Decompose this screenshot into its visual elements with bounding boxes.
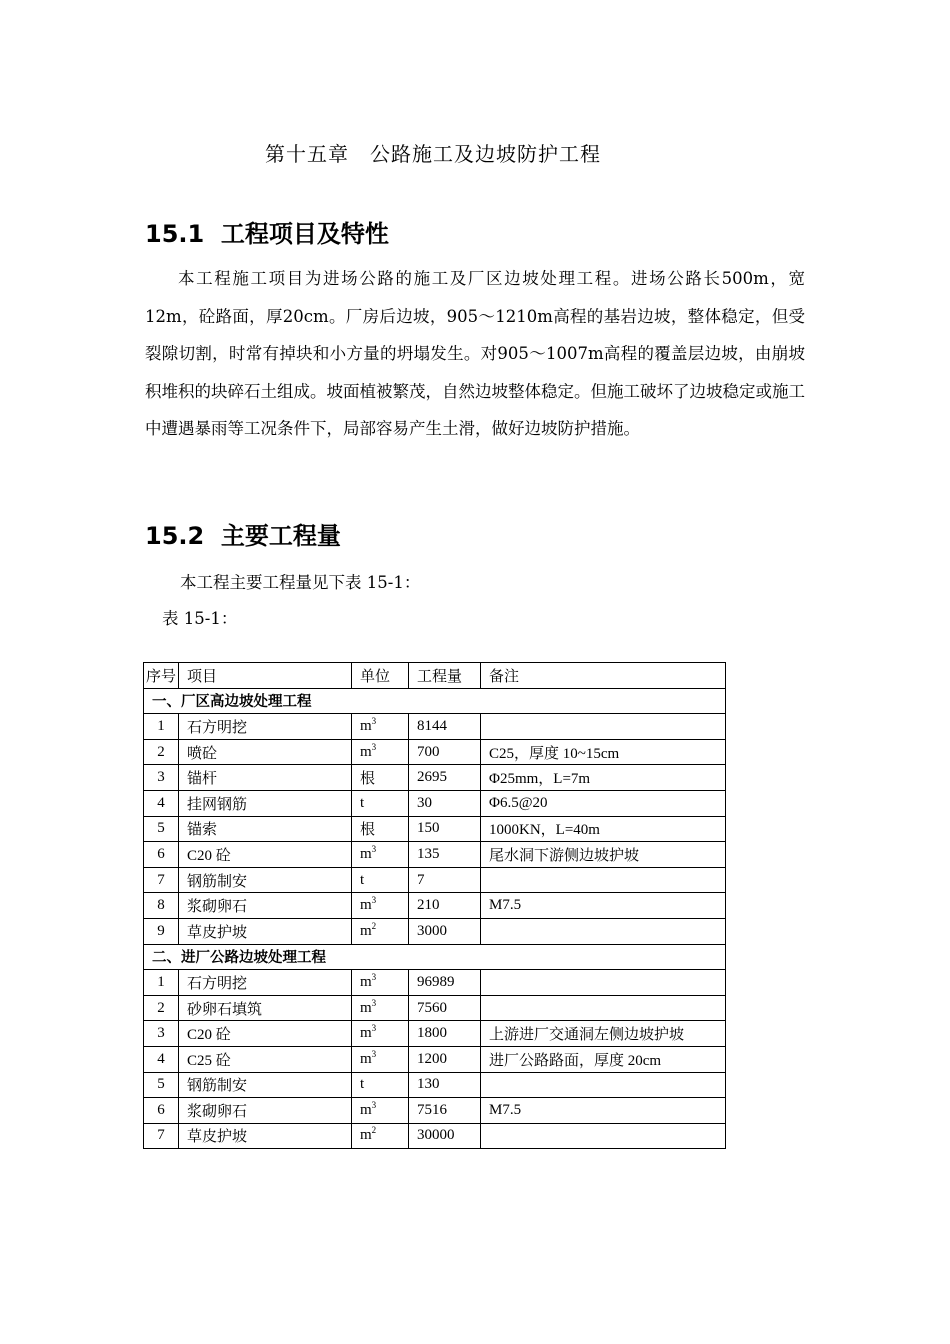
cell-quantity: 1200 (409, 1046, 481, 1072)
section-heading-15-1: 15.1 工程项目及特性 (145, 220, 389, 248)
cell-unit (352, 1021, 409, 1047)
cell-note: 1000KN，L=40m (481, 816, 726, 842)
unit-text: m (360, 999, 372, 1016)
cell-unit (352, 918, 409, 944)
cell-unit (352, 1072, 409, 1098)
header-item: 项目 (179, 663, 352, 689)
cell-note: M7.5 (481, 1098, 726, 1124)
unit-text: m (360, 1050, 372, 1067)
cell-note (481, 918, 726, 944)
cell-quantity: 130 (409, 1072, 481, 1098)
cell-item: 石方明挖 (179, 970, 352, 996)
unit-superscript: 3 (371, 1023, 377, 1034)
cell-note (481, 714, 726, 740)
table-row (144, 816, 726, 842)
cell-unit (352, 790, 409, 816)
cell-item: 锚索 (179, 816, 352, 842)
cell-unit (352, 867, 409, 893)
cell-seq: 7 (144, 867, 179, 893)
table-section-row (144, 688, 726, 714)
unit-superscript: 3 (371, 971, 377, 982)
cell-item: 锚杆 (179, 765, 352, 791)
cell-note: 进厂公路路面，厚度 20cm (481, 1046, 726, 1072)
cell-item: C20 砼 (179, 842, 352, 868)
unit-superscript: 2 (371, 1125, 377, 1136)
table-row (144, 1072, 726, 1098)
cell-seq: 9 (144, 918, 179, 944)
cell-item: 挂网钢筋 (179, 790, 352, 816)
header-unit: 单位 (352, 663, 409, 689)
table-row (144, 790, 726, 816)
cell-item: 钢筋制安 (179, 867, 352, 893)
cell-seq: 3 (144, 1021, 179, 1047)
unit-text: m (360, 897, 372, 914)
unit-text: m (360, 717, 372, 734)
table-intro-text: 本工程主要工程量见下表 15-1： (180, 573, 421, 592)
unit-superscript: 3 (371, 741, 377, 752)
cell-quantity: 210 (409, 893, 481, 919)
table-header-row (144, 663, 726, 689)
cell-item: 草皮护坡 (179, 918, 352, 944)
unit-text: t (360, 794, 365, 811)
table-row (144, 842, 726, 868)
header-seq: 序号 (144, 663, 179, 689)
cell-item: 砂卵石填筑 (179, 995, 352, 1021)
table-row (144, 765, 726, 791)
unit-text: m (360, 743, 372, 760)
section-paragraph: 本工程施工项目为进场公路的施工及厂区边坡处理工程。进场公路长500m，宽12m，砼路面，厚20cm。厂房后边坡，905～1210m高程的基岩边坡，整体稳定，但受裂隙切割，时常有掉块和小方量的坍塌发生。对905～1007m高程的覆盖层边坡，由崩坡积堆积的块碎石土组成。坡面植被繁茂，自然边坡整体稳定。但施工破坏了边坡稳定或施工中遭遇暴雨等工况条件下，局部容易产生土滑，做好边坡防护措施。 (145, 269, 805, 439)
cell-quantity: 1800 (409, 1021, 481, 1047)
cell-item: 浆砌卵石 (179, 1098, 352, 1124)
unit-text: t (360, 871, 365, 888)
unit-superscript: 3 (371, 997, 377, 1008)
cell-note: M7.5 (481, 893, 726, 919)
unit-text: m (360, 1101, 372, 1118)
cell-quantity: 700 (409, 739, 481, 765)
unit-superscript: 3 (371, 843, 377, 854)
cell-quantity: 150 (409, 816, 481, 842)
cell-quantity: 30000 (409, 1123, 481, 1149)
cell-note: C25，厚度 10~15cm (481, 739, 726, 765)
cell-item: 草皮护坡 (179, 1123, 352, 1149)
cell-item: C25 砼 (179, 1046, 352, 1072)
table-row (144, 867, 726, 893)
cell-unit (352, 816, 409, 842)
cell-unit (352, 714, 409, 740)
cell-item: 钢筋制安 (179, 1072, 352, 1098)
cell-seq: 8 (144, 893, 179, 919)
table-row (144, 739, 726, 765)
unit-superscript: 3 (371, 715, 377, 726)
table-row (144, 1021, 726, 1047)
cell-note (481, 995, 726, 1021)
cell-quantity: 96989 (409, 970, 481, 996)
cell-item: 浆砌卵石 (179, 893, 352, 919)
unit-superscript: 3 (371, 895, 377, 906)
cell-seq: 5 (144, 1072, 179, 1098)
chapter-title: 第十五章 公路施工及边坡防护工程 (265, 142, 601, 166)
section-heading-15-2: 15.2 主要工程量 (145, 522, 341, 550)
cell-unit (352, 739, 409, 765)
cell-unit (352, 893, 409, 919)
cell-note (481, 1123, 726, 1149)
cell-quantity: 8144 (409, 714, 481, 740)
unit-text: 根 (360, 822, 376, 839)
table-row (144, 995, 726, 1021)
section-title: 一、厂区高边坡处理工程 (144, 688, 726, 714)
unit-text: m (360, 845, 372, 862)
cell-quantity: 7516 (409, 1098, 481, 1124)
header-note: 备注 (481, 663, 726, 689)
cell-unit (352, 765, 409, 791)
cell-unit (352, 842, 409, 868)
cell-seq: 6 (144, 1098, 179, 1124)
cell-seq: 3 (144, 765, 179, 791)
cell-quantity: 2695 (409, 765, 481, 791)
table-row (144, 918, 726, 944)
table-section-row (144, 944, 726, 970)
table-row (144, 1098, 726, 1124)
cell-seq: 2 (144, 739, 179, 765)
unit-superscript: 3 (371, 1099, 377, 1110)
cell-seq: 4 (144, 790, 179, 816)
cell-seq: 1 (144, 970, 179, 996)
header-quantity: 工程量 (409, 663, 481, 689)
cell-seq: 5 (144, 816, 179, 842)
cell-seq: 7 (144, 1123, 179, 1149)
unit-text: m (360, 922, 372, 939)
cell-quantity: 7560 (409, 995, 481, 1021)
unit-text: t (360, 1076, 365, 1093)
table-row (144, 1123, 726, 1149)
cell-seq: 1 (144, 714, 179, 740)
unit-superscript: 2 (371, 920, 377, 931)
cell-quantity: 7 (409, 867, 481, 893)
cell-note: Φ25mm，L=7m (481, 765, 726, 791)
table-row (144, 970, 726, 996)
unit-text: 根 (360, 771, 376, 788)
cell-unit (352, 970, 409, 996)
table-caption: 表 15-1： (162, 609, 238, 628)
cell-seq: 4 (144, 1046, 179, 1072)
cell-item: 喷砼 (179, 739, 352, 765)
cell-unit (352, 1123, 409, 1149)
cell-note: Φ6.5@20 (481, 790, 726, 816)
cell-note: 上游进厂交通洞左侧边坡护坡 (481, 1021, 726, 1047)
cell-unit (352, 995, 409, 1021)
cell-note (481, 970, 726, 996)
cell-note (481, 867, 726, 893)
cell-seq: 2 (144, 995, 179, 1021)
quantities-table (143, 662, 726, 1149)
unit-text: m (360, 1025, 372, 1042)
cell-item: C20 砼 (179, 1021, 352, 1047)
section-title: 二、进厂公路边坡处理工程 (144, 944, 726, 970)
cell-unit (352, 1098, 409, 1124)
cell-item: 石方明挖 (179, 714, 352, 740)
cell-quantity: 30 (409, 790, 481, 816)
cell-quantity: 135 (409, 842, 481, 868)
cell-note: 尾水洞下游侧边坡护坡 (481, 842, 726, 868)
unit-text: m (360, 1127, 372, 1144)
table-row (144, 714, 726, 740)
cell-note (481, 1072, 726, 1098)
cell-unit (352, 1046, 409, 1072)
table-row (144, 1046, 726, 1072)
cell-seq: 6 (144, 842, 179, 868)
unit-superscript: 3 (371, 1048, 377, 1059)
table-row (144, 893, 726, 919)
unit-text: m (360, 973, 372, 990)
cell-quantity: 3000 (409, 918, 481, 944)
